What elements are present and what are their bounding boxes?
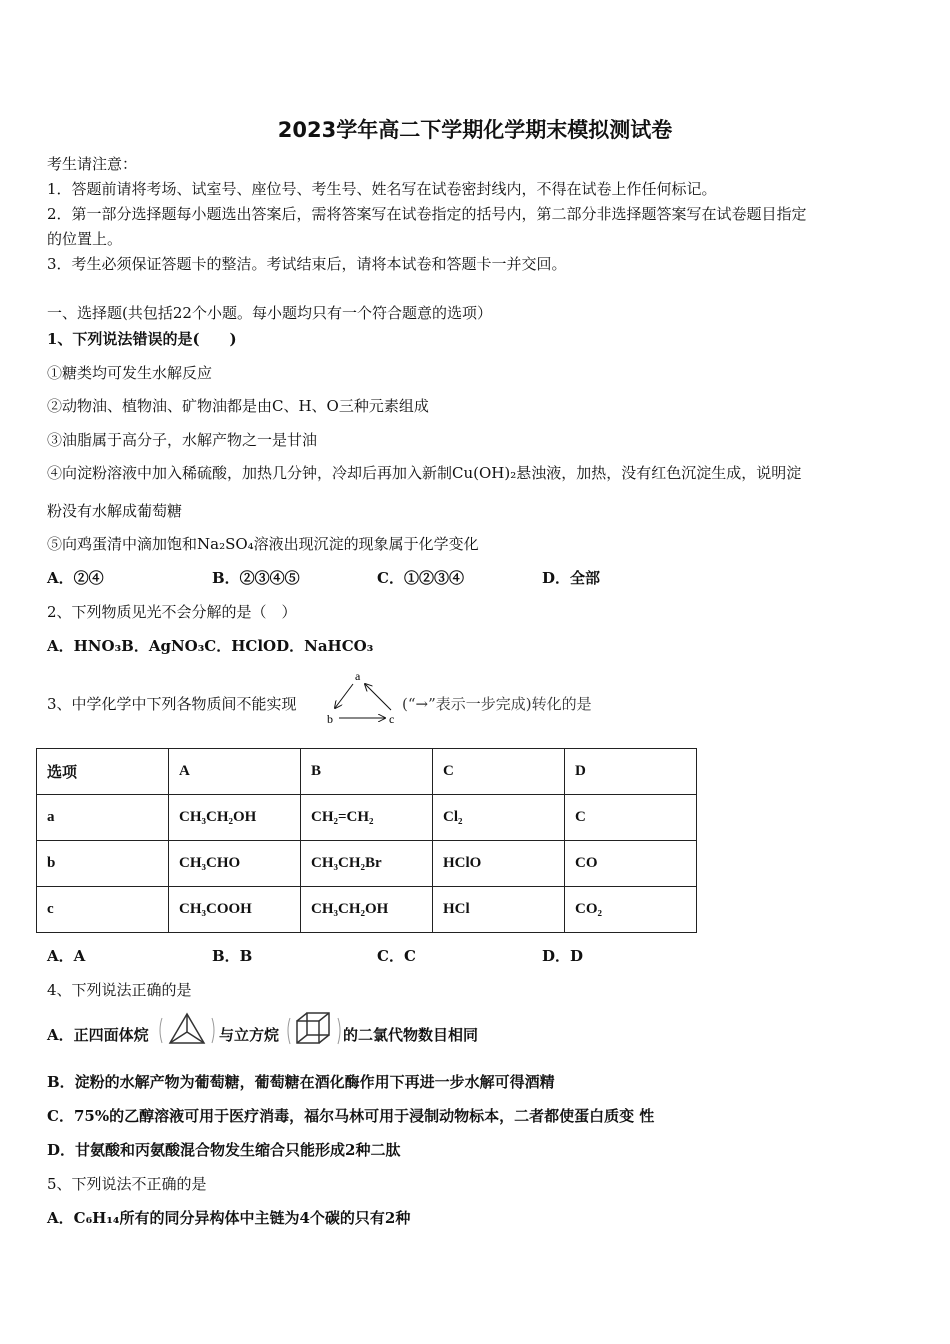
table-cell: D <box>565 749 697 795</box>
arrow-c-to-a <box>365 684 391 710</box>
q3-option-a[interactable]: A．A <box>47 947 86 965</box>
q1-statement-5: ⑤向鸡蛋清中滴加饱和Na₂SO₄溶液出现沉淀的现象属于化学变化 <box>47 535 479 553</box>
q4-option-b[interactable]: B．淀粉的水解产物为葡萄糖，葡萄糖在酒化酶作用下再进一步水解可得酒精 <box>47 1073 555 1091</box>
table-cell: CH₃CH₂Br <box>301 841 433 887</box>
q4-option-a-end: 的二氯代物数目相同 <box>343 1026 479 1044</box>
q1-statement-3: ③油脂属于高分子，水解产物之一是甘油 <box>47 431 318 449</box>
q2-options: A．HNO₃B．AgNO₃C．HClOD．NaHCO₃ <box>47 637 374 655</box>
q2-stem: 2、下列物质见光不会分解的是（ ） <box>47 603 297 621</box>
table-cell: a <box>37 795 169 841</box>
table-cell: C <box>565 795 697 841</box>
q3-stem: 3、中学化学中下列各物质间不能实现 <box>47 695 297 713</box>
table-cell: CH₃CHO <box>169 841 301 887</box>
q4-option-a-middle: 与立方烷 <box>219 1026 280 1044</box>
q4-option-d[interactable]: D．甘氨酸和丙氨酸混合物发生缩合只能形成2种二肽 <box>47 1141 401 1159</box>
q3-option-d[interactable]: D．D <box>542 947 584 965</box>
q1-option-a[interactable]: A．②④ <box>47 569 104 587</box>
conversion-triangle-diagram <box>325 666 401 728</box>
notice-item-2: 2．第一部分选择题每小题选出答案后，需将答案写在试卷指定的括号内，第二部分非选择题答案写在试卷题目指定 <box>47 205 807 223</box>
table-cell: CH₃CH₂OH <box>169 795 301 841</box>
notice-item-2-cont: 的位置上。 <box>47 230 123 248</box>
cubane-structure-icon <box>285 1008 343 1050</box>
q1-stem: 1、下列说法错误的是( ) <box>47 330 237 348</box>
table-row <box>37 749 697 795</box>
table-cell: b <box>37 841 169 887</box>
q4-stem: 4、下列说法正确的是 <box>47 981 192 999</box>
table-cell: c <box>37 887 169 933</box>
q1-statement-1: ①糖类均可发生水解反应 <box>47 364 213 382</box>
q1-statement-4-cont: 粉没有水解成葡萄糖 <box>47 502 183 520</box>
diagram-label-b: b <box>327 712 333 726</box>
arrow-a-to-b <box>335 684 353 708</box>
table-cell: B <box>301 749 433 795</box>
diagram-label-a: a <box>355 669 361 683</box>
q1-option-b[interactable]: B．②③④⑤ <box>212 569 300 587</box>
page-title: 2023学年高二下学期化学期末模拟测试卷 <box>277 118 673 142</box>
table-cell: CO <box>565 841 697 887</box>
table-cell: CH₃COOH <box>169 887 301 933</box>
q3-stem-tail: (“→”表示一步完成)转化的是 <box>402 695 592 713</box>
diagram-label-c: c <box>389 712 395 726</box>
q1-statement-4: ④向淀粉溶液中加入稀硫酸，加热几分钟，冷却后再加入新制Cu(OH)₂悬浊液，加热，没有红色沉淀生成，说明淀 <box>47 464 802 482</box>
notice-item-3: 3．考生必须保证答题卡的整洁。考试结束后，请将本试卷和答题卡一并交回。 <box>47 255 567 273</box>
table-cell: HCl <box>433 887 565 933</box>
table-cell: Cl₂ <box>433 795 565 841</box>
q1-option-d[interactable]: D．全部 <box>542 569 601 587</box>
q5-option-a[interactable]: A．C₆H₁₄所有的同分异构体中主链为4个碳的只有2种 <box>47 1209 411 1227</box>
q1-statement-2: ②动物油、植物油、矿物油都是由C、H、O三种元素组成 <box>47 397 429 415</box>
table-cell: CH₂=CH₂ <box>301 795 433 841</box>
notice-item-1: 1．答题前请将考场、试室号、座位号、考生号、姓名写在试卷密封线内，不得在试卷上作任何标记。 <box>47 180 717 198</box>
q3-option-b[interactable]: B．B <box>212 947 253 965</box>
tetrahedrane-structure-icon <box>156 1010 218 1050</box>
table-cell: CO₂ <box>565 887 697 933</box>
q5-stem: 5、下列说法不正确的是 <box>47 1175 207 1193</box>
table-row <box>37 841 697 887</box>
q3-option-c[interactable]: C．C <box>377 947 416 965</box>
notice-heading: 考生请注意： <box>47 155 138 173</box>
table-cell: HClO <box>433 841 565 887</box>
table-cell: C <box>433 749 565 795</box>
table-row <box>37 887 697 933</box>
q4-option-a[interactable]: A．正四面体烷 <box>47 1026 149 1044</box>
table-row <box>37 795 697 841</box>
table-cell: 选项 <box>37 749 169 795</box>
table-cell: A <box>169 749 301 795</box>
table-cell: CH₃CH₂OH <box>301 887 433 933</box>
section-heading: 一、选择题(共包括22个小题。每小题均只有一个符合题意的选项） <box>47 304 492 322</box>
q1-option-c[interactable]: C．①②③④ <box>377 569 464 587</box>
q4-option-c[interactable]: C．75%的乙醇溶液可用于医疗消毒，福尔马林可用于浸制动物标本，二者都使蛋白质变 性 <box>47 1107 655 1125</box>
q3-options-table <box>36 748 697 933</box>
